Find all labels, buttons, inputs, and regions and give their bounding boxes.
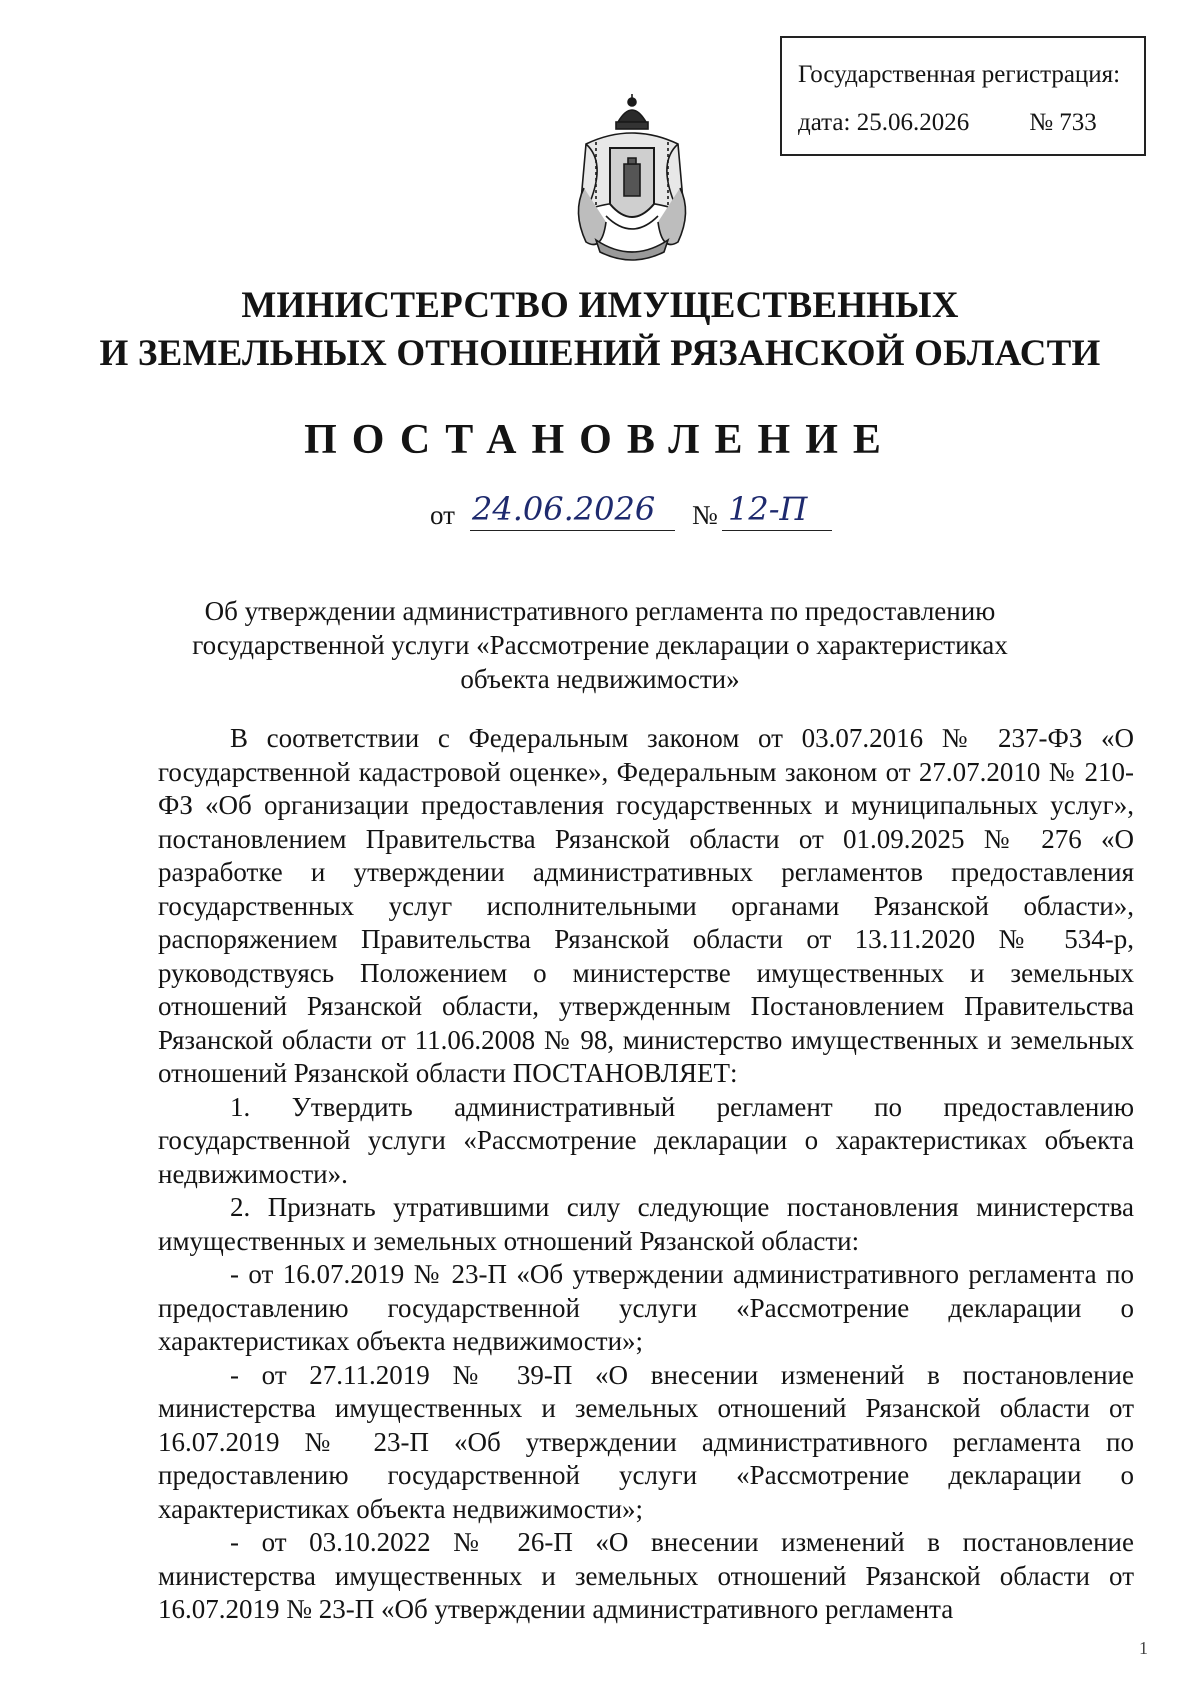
page-number: 1 xyxy=(1139,1638,1148,1658)
decree-date-underline xyxy=(470,530,675,531)
ministry-name-line2: И ЗЕМЕЛЬНЫХ ОТНОШЕНИЙ РЯЗАНСКОЙ ОБЛАСТИ xyxy=(99,333,1101,374)
decree-number-underline xyxy=(722,530,832,531)
decree-body xyxy=(158,722,1134,1627)
registration-date: дата: 25.06.2026 xyxy=(798,109,970,136)
decree-number-handwritten: 12-П xyxy=(728,490,808,528)
decree-date-number xyxy=(430,492,860,538)
subject-line3: объекта недвижимости» xyxy=(460,664,740,694)
subitem-2-paragraph: - от 27.11.2019 № 39-П «О внесении изменений в постановление министерства имущественных и земельных отношений Рязанской области от 16.07.2019 № 23-П «Об утверждении административного регламента по предоставлению государственной услуги «Рассмотрение декларации о характеристиках объекта недвижимости»; xyxy=(158,1359,1134,1524)
decree-from-label: от xyxy=(430,500,455,530)
subitem-3-paragraph: - от 03.10.2022 № 26-П «О внесении изменений в постановление министерства имущественных и земельных отношений Рязанской области от 16.07.2019 № 23-П «Об утверждении административного регламента xyxy=(158,1527,1134,1624)
subject-line1: Об утверждении административного регламента по предоставлению xyxy=(204,596,996,626)
preamble-paragraph: В соответствии с Федеральным законом от 03.07.2016 № 237-ФЗ «О государственной кадастровой оценке», Федеральным законом от 27.07.2010 № 210-ФЗ «Об организации предоставления государственных и муниципальных услуг», постановлением Правительства Рязанской области от 01.09.2025 № 276 «О разработке и утверждении административных регламентов предоставления государственных услуг исполнительными органами Рязанской области», распоряжением Правительства Рязанской области от 13.11.2020 № 534-р, руководствуясь Положением о министерстве имущественных и земельных отношений Рязанской области, утвержденным Постановлением Правительства Рязанской области от 11.06.2008 № 98, министерство имущественных и земельных отношений Рязанской области ПОСТАНОВЛЯЕТ: xyxy=(158,723,1134,1088)
subitem-1-paragraph: - от 16.07.2019 № 23-П «Об утверждении административного регламента по предоставлению государственной услуги «Рассмотрение декларации о характеристиках объекта недвижимости»; xyxy=(158,1259,1134,1356)
decree-number-label: № xyxy=(692,500,718,530)
coat-of-arms-icon xyxy=(566,92,698,268)
ministry-name xyxy=(0,282,1200,378)
registration-title: Государственная регистрация: xyxy=(798,61,1121,88)
decree-subject xyxy=(160,594,1040,696)
registration-number: № 733 xyxy=(1029,109,1097,136)
registration-stamp xyxy=(780,36,1146,156)
decree-date-handwritten: 24.06.2026 xyxy=(472,490,656,528)
subject-line2: государственной услуги «Рассмотрение декларации о характеристиках xyxy=(192,630,1008,660)
item-1-paragraph: 1. Утвердить административный регламент по предоставлению государственной услуги «Рассмотрение декларации о характеристиках объекта недвижимости». xyxy=(158,1091,1134,1189)
ministry-name-line1: МИНИСТЕРСТВО ИМУЩЕСТВЕННЫХ xyxy=(241,285,959,326)
registration-details xyxy=(798,108,1097,138)
document-type-title: ПОСТАНОВЛЕНИЕ xyxy=(304,417,896,463)
item-2-paragraph: 2. Признать утратившими силу следующие постановления министерства имущественных и земельных отношений Рязанской области: xyxy=(158,1192,1134,1256)
